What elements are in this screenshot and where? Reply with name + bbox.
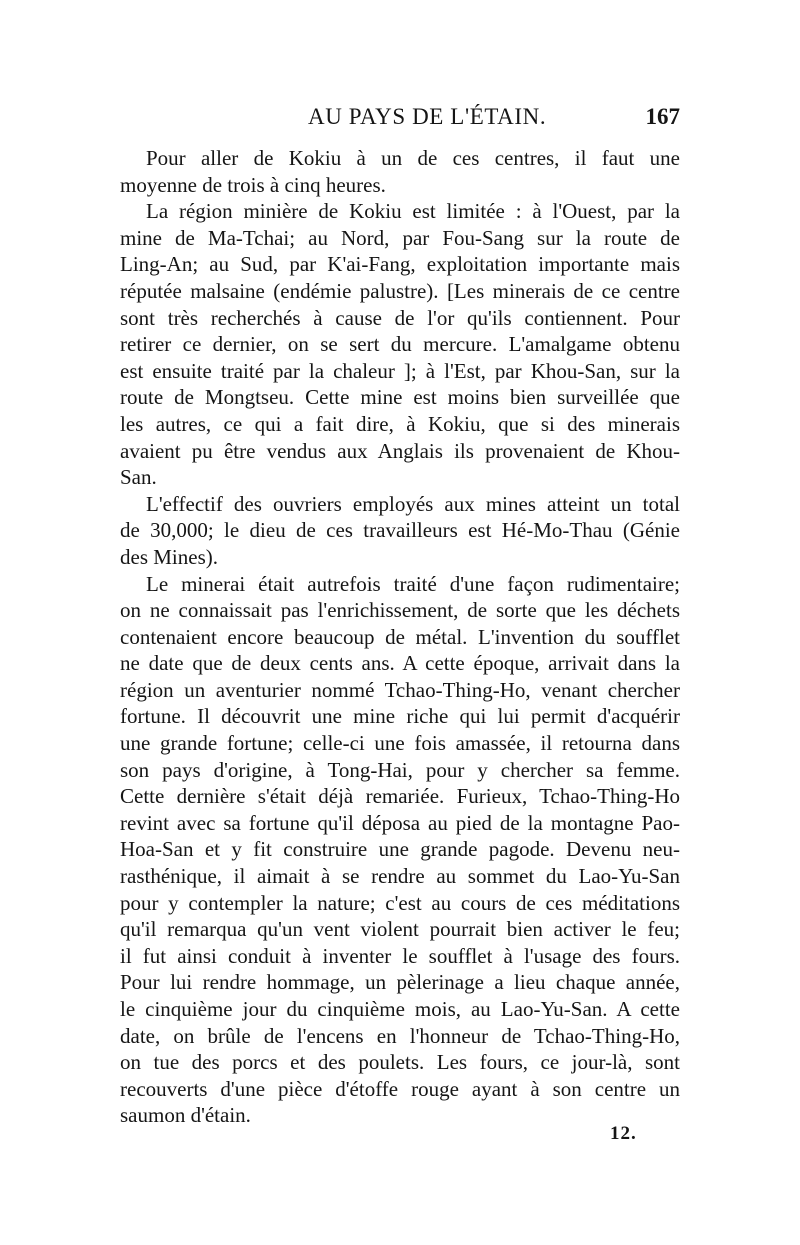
- text-line: La région minière de Kokiu est limitée : à l'Ouest, par la: [146, 199, 680, 224]
- text-line: il fut ainsi conduit à inventer le soufflet à l'usage des fours.: [120, 943, 680, 968]
- text-line: fortune. Il découvrit une mine riche qui lui permit d'acquérir: [120, 704, 680, 729]
- text-line: le cinquième jour du cinquième mois, au Lao-Yu-San. A cette: [120, 997, 680, 1021]
- text-line: contenaient encore beaucoup de métal. L'invention du soufflet: [120, 624, 680, 649]
- text-line: son pays d'origine, à Tong-Hai, pour y chercher sa femme.: [120, 757, 680, 782]
- text-line: recouverts d'une pièce d'étoffe rouge ayant à son centre un: [120, 1076, 680, 1101]
- text-line: Ling-An; au Sud, par K'ai-Fang, exploitation importante mais: [120, 252, 680, 277]
- text-line: on ne connaissait pas l'enrichissement, de sorte que les déchets: [120, 598, 680, 623]
- text-line: Pour lui rendre hommage, un pèlerinage a lieu chaque année,: [120, 970, 680, 995]
- text-line: date, on brûle de l'encens en l'honneur de Tchao-Thing-Ho,: [120, 1023, 680, 1048]
- running-head: [120, 104, 680, 140]
- text-line: ne date que de deux cents ans. A cette époque, arrivait dans la: [120, 651, 680, 676]
- running-title: AU PAYS DE L'ÉTAIN.: [308, 104, 547, 129]
- text-line: avaient pu être vendus aux Anglais ils provenaient de Khou-: [120, 438, 680, 463]
- text-line: rasthénique, il aimait à se rendre au sommet du Lao-Yu-San: [120, 864, 680, 889]
- page-number: 167: [645, 104, 680, 129]
- text-line: une grande fortune; celle-ci une fois amassée, il retourna dans: [120, 731, 680, 756]
- text-line: Cette dernière s'était déjà remariée. Furieux, Tchao-Thing-Ho: [120, 784, 680, 809]
- text-line: on tue des porcs et des poulets. Les fours, ce jour-là, sont: [120, 1050, 680, 1075]
- text-line: réputée malsaine (endémie palustre). [Les minerais de ce centre: [120, 278, 680, 303]
- text-line: région un aventurier nommé Tchao-Thing-Ho, venant chercher: [120, 677, 680, 702]
- text-line: les autres, ce qui a fait dire, à Kokiu, que si des minerais: [120, 411, 680, 436]
- body-text: [120, 145, 680, 1129]
- text-line: L'effectif des ouvriers employés aux mines atteint un total: [146, 491, 680, 516]
- text-line: pour y contempler la nature; c'est au cours de ces méditations: [120, 890, 680, 915]
- text-line: retirer ce dernier, on se sert du mercure. L'amalgame obtenu: [120, 332, 680, 357]
- text-line: saumon d'étain.: [120, 1103, 251, 1128]
- text-line: de 30,000; le dieu de ces travailleurs est Hé-Mo-Thau (Génie: [120, 518, 680, 543]
- text-line: Hoa-San et y fit construire une grande pagode. Devenu neu-: [120, 837, 680, 862]
- text-line: qu'il remarqua qu'un vent violent pourrait bien activer le feu;: [120, 917, 680, 942]
- signature-mark: 12.: [610, 1123, 637, 1144]
- text-line: est ensuite traité par la chaleur ]; à l'Est, par Khou-San, sur la: [120, 358, 680, 383]
- text-line: des Mines).: [120, 544, 218, 569]
- text-line: revint avec sa fortune qu'il déposa au pied de la montagne Pao-: [120, 810, 680, 835]
- text-line: sont très recherchés à cause de l'or qu'ils contiennent. Pour: [120, 305, 680, 330]
- text-line: San.: [120, 465, 157, 490]
- text-line: Le minerai était autrefois traité d'une façon rudimentaire;: [146, 571, 680, 596]
- text-line: moyenne de trois à cinq heures.: [120, 172, 386, 197]
- text-line: mine de Ma-Tchai; au Nord, par Fou-Sang sur la route de: [120, 225, 680, 250]
- text-line: route de Mongtseu. Cette mine est moins bien surveillée que: [120, 385, 680, 410]
- text-line: Pour aller de Kokiu à un de ces centres, il faut une: [146, 146, 680, 170]
